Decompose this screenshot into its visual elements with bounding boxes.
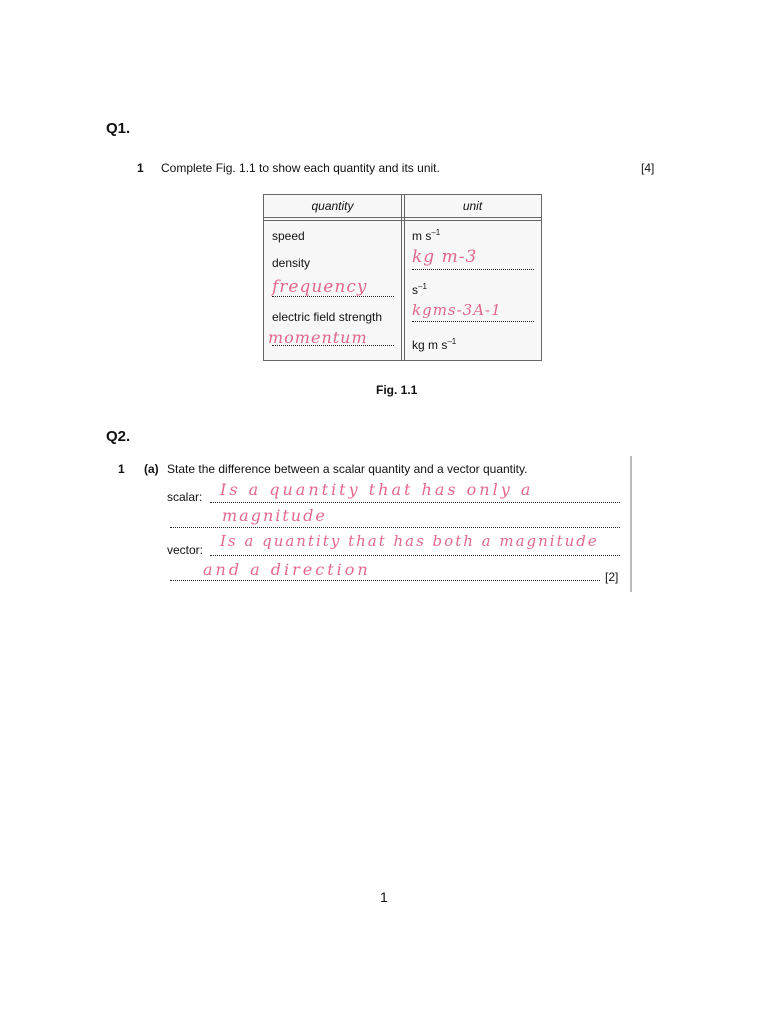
handwritten-answer: frequency (272, 277, 368, 297)
table-header-rule (264, 220, 541, 221)
q2-part: (a) (144, 462, 159, 476)
handwritten-answer: magnitude (222, 506, 327, 525)
table-unit-cell: $s^{-1}$ (412, 282, 427, 297)
table-quantity-cell: electric field strength (272, 310, 383, 324)
table-header-unit: unit (462, 199, 483, 213)
answer-line (412, 321, 534, 322)
page-number: 1 (380, 889, 388, 905)
figure-caption: Fig. 1.1 (376, 383, 418, 397)
table-quantity-cell: speed (272, 229, 305, 243)
handwritten-answer: Is a quantity that has both a magnitude (220, 532, 599, 550)
q1-heading: Q1. (106, 120, 131, 137)
handwritten-answer: momentum (268, 328, 368, 347)
q2-marks: [2] (605, 570, 619, 584)
answer-line (170, 527, 620, 528)
q2-number: 1 (118, 462, 125, 476)
q1-number: 1 (137, 161, 144, 175)
table-header-rule (264, 217, 541, 218)
answer-line (170, 580, 600, 581)
handwritten-answer: and a direction (203, 560, 371, 579)
scalar-label: scalar: (167, 490, 203, 504)
answer-line (210, 555, 620, 556)
table-header-quantity: quantity (311, 199, 354, 213)
handwritten-answer: kgms-3A-1 (412, 301, 502, 319)
vector-label: vector: (167, 543, 204, 557)
q1-marks: [4] (641, 161, 655, 175)
table-unit-cell: m $s^{-1}$ (412, 228, 441, 243)
answer-line (412, 269, 534, 270)
margin-line (630, 456, 632, 592)
handwritten-answer: Is a quantity that has only a (220, 480, 534, 499)
table-unit-cell: kg m $s^{-1}$ (412, 337, 457, 352)
q2-prompt: State the difference between a scalar quantity and a vector quantity. (167, 462, 528, 476)
q2-heading: Q2. (106, 428, 131, 445)
table-quantity-cell: density (272, 256, 311, 270)
quantity-unit-table (263, 194, 542, 361)
handwritten-answer: kg m-3 (412, 247, 478, 267)
q1-prompt: Complete Fig. 1.1 to show each quantity and its unit. (161, 161, 440, 175)
answer-line (210, 502, 620, 503)
